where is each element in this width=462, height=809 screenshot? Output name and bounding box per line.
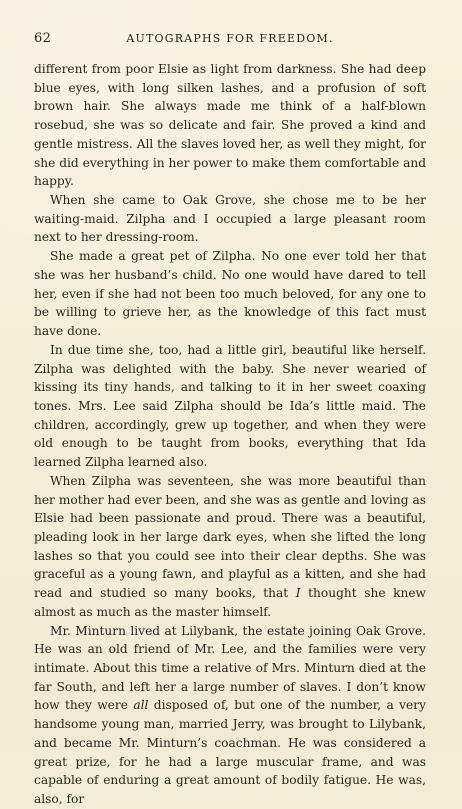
italic-text: I xyxy=(295,586,301,601)
italic-text: all xyxy=(133,698,149,713)
running-head: AUTOGRAPHS FOR FREEDOM. xyxy=(126,32,334,45)
paragraph xyxy=(34,60,426,191)
paragraph-text: She made a great pet of Zilpha. No one ever told her that she was her husband’s child. No one would have dared to tell her, even if she had not been too much beloved, for any one to be willing to grieve her, as the knowledge of this fact must have done. xyxy=(34,249,426,339)
paragraph xyxy=(34,341,426,472)
page-header xyxy=(34,30,426,48)
text-block xyxy=(34,60,426,807)
page-number: 62 xyxy=(34,31,52,46)
paragraph-text: Mr. Minturn lived at Lilybank, the estate joining Oak Grove. He was an old friend of Mr. Lee, and the families were very intimate. About this time a relative of Mrs. Minturn died at the far South, and left her a large number of slaves. I don’t know how they were xyxy=(34,623,426,713)
paragraph-text: In due time she, too, had a little girl, beautiful like herself. Zilpha was delighted with the baby. She never wearied of kissing its tiny hands, and talking to it in her sweet coaxing tones. Mrs. Lee said Zilpha should be Ida’s little maid. The children, accordingly, grew up together, and when they were old enough to be taught from books, everything that Ida learned Zilpha learned also. xyxy=(34,342,426,470)
paragraph xyxy=(34,622,426,809)
paragraph-text: When Zilpha was seventeen, she was more beautiful than her mother had ever been, and she was as gentle and loving as Elsie had been passionate and proud. There was a beautiful, pleading look in her large dark eyes, when she lifted the long lashes so that you could see into their clear depths. She was graceful as a young fawn, and playful as a kitten, and she had read and studied so many books, that xyxy=(34,473,426,601)
paragraph-text: different from poor Elsie as light from darkness. She had deep blue eyes, with long silken lashes, and a profusion of soft brown hair. She always made me think of a half-blown rosebud, she was so delicate and fair. She proved a kind and gentle mistress. All the slaves loved her, as well they might, for she did everything in her power to make them comfortable and happy. xyxy=(34,62,426,189)
paragraph-text: disposed of, but one of the number, a very handsome young man, married Jerry, was brought to Lilybank, and became Mr. Minturn’s coachman. He was considered a great prize, for he had a large muscular frame, and was capable of enduring a great amount of bodily fatigue. He was, also, for xyxy=(34,698,426,807)
paragraph-text: thought she knew almost as much as the master himself. xyxy=(34,586,426,619)
paragraph-text: When she came to Oak Grove, she chose me to be her waiting-maid. Zilpha and I occupied a large pleasant room next to her dressing-room. xyxy=(34,193,426,245)
paragraph xyxy=(34,247,426,341)
paragraph xyxy=(34,191,426,247)
paragraph xyxy=(34,472,426,622)
